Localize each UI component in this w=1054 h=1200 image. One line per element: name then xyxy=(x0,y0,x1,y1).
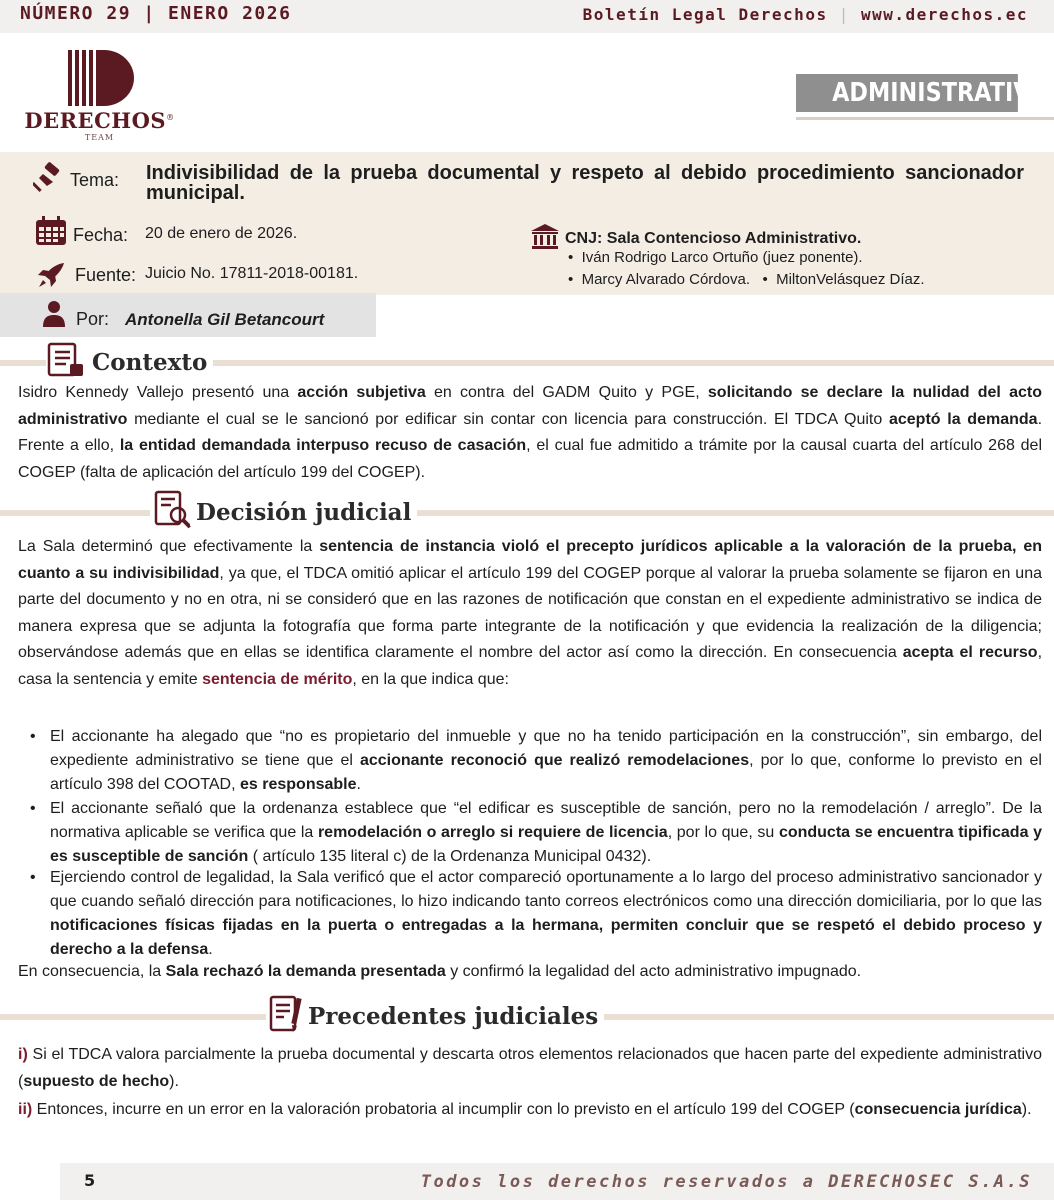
section-rule xyxy=(0,510,150,516)
date-label: Fecha: xyxy=(73,225,129,245)
decision-bullet: • El accionante señaló que la ordenanza establece que “el edificar es susceptible de sanción, pero no la remodelación / arreglo”. De la normativa aplicable se verifica que la remodelación o arreglo si requiere de licencia, por lo que, su conducta se encuentra tipificada y es susceptible de sanción ( artículo 135 literal c) de la Ordenanza Municipal 0432). xyxy=(28,797,1042,869)
topic-label: Tema: xyxy=(70,170,120,190)
page-number: 5 xyxy=(84,1171,96,1190)
section-rule xyxy=(566,1014,1054,1020)
source-value: Juicio No. 17811-2018-00181. xyxy=(145,265,359,282)
decision-conclusion: En consecuencia, la Sala rechazó la demanda presentada y confirmó la legalidad del acto administrativo impugnado. xyxy=(18,963,862,980)
document-icon xyxy=(46,342,86,378)
section-title-context: Contexto xyxy=(86,349,213,376)
decision-bullet: • El accionante ha alegado que “no es propietario del inmueble y que no ha tenido participación en la construcción”, sin embargo, del expediente administrativo se tiene que el accionante reconoció que realizó remodelaciones, por lo que, conforme lo previsto en el artículo 398 del COOTAD, es responsable. xyxy=(28,725,1042,797)
calendar-icon xyxy=(35,216,67,246)
author-name: Antonella Gil Betancourt xyxy=(125,310,325,329)
judge-item: • Iván Rodrigo Larco Ortuño (juez ponente). xyxy=(568,249,863,266)
court-name: CNJ: Sala Contencioso Administrativo. xyxy=(565,230,862,247)
judge-name: MiltonVelásquez Díaz. xyxy=(776,271,925,288)
magnifier-document-icon xyxy=(153,490,193,530)
courthouse-icon xyxy=(531,224,559,250)
source-label: Fuente: xyxy=(75,265,137,285)
publication-name: Boletín Legal Derechos xyxy=(582,5,828,24)
section-rule xyxy=(0,1014,266,1020)
author-label: Por: xyxy=(76,309,110,329)
section-title-decision: Decisión judicial xyxy=(190,499,417,526)
category-divider xyxy=(796,117,1054,120)
publication-header xyxy=(583,5,1028,24)
copyright-text: Todos los derechos reservados a DERECHOSEC S.A.S xyxy=(420,1172,1032,1192)
judge-name: Marcy Alvarado Córdova. xyxy=(581,271,750,288)
section-title-precedents: Precedentes judiciales xyxy=(302,1003,604,1030)
website-link[interactable]: www.derechos.ec xyxy=(861,5,1028,24)
judge-item: • Marcy Alvarado Córdova. • MiltonVelásquez Díaz. xyxy=(568,271,925,288)
precedent-item: i) Si el TDCA valora parcialmente la prueba documental y descarta otros elementos relacionados que hacen parte del expediente administrativo (supuesto de hecho). xyxy=(18,1046,1042,1090)
header-separator: | xyxy=(838,5,850,24)
context-paragraph: Isidro Kennedy Vallejo presentó una acción subjetiva en contra del GADM Quito y PGE, solicitando se declare la nulidad del acto administrativo mediante el cual se le sancionó por edificar sin contar con licencia para construcción. El TDCA Quito aceptó la demanda. Frente a ello, la entidad demandada interpuso recuso de casación, el cual fue admitido a trámite por la causal cuarta del artículo 268 del COGEP (falta de aplicación del artículo 199 del COGEP). xyxy=(18,384,1043,481)
logo-wordmark: DERECHOS® xyxy=(24,108,175,133)
decision-bullet: • Ejerciendo control de legalidad, la Sala verificó que el actor compareció oportunamente a lo largo del proceso administrativo sancionador y que cuando señaló dirección para notificaciones, lo hizo indicando tanto correos electrónicos como una dirección domiciliaria, por lo que las notificaciones físicas fijadas en la puerta o entregadas a la hermana, permiten concluir que se respetó el debido proceso y derecho a la defensa. xyxy=(28,866,1042,962)
logo-team: TEAM xyxy=(84,133,115,142)
derechos-logo xyxy=(22,46,177,146)
topic-text: Indivisibilidad de la prueba documental y respeto al debido procedimiento sancionador municipal. xyxy=(146,162,1024,204)
rocket-icon xyxy=(36,262,66,288)
section-rule xyxy=(388,510,1054,516)
issue-label: NÚMERO 29 | ENERO 2026 xyxy=(20,3,292,24)
pen-document-icon xyxy=(268,994,304,1034)
precedent-item: ii) Entonces, incurre en un error en la valoración probatoria al incumplir con lo previsto en el artículo 199 del COGEP (consecuencia jurídica). xyxy=(18,1101,1032,1118)
pushpin-icon xyxy=(33,162,63,192)
category-label: ADMINISTRATIVO xyxy=(796,74,1018,112)
decision-paragraph: La Sala determinó que efectivamente la sentencia de instancia violó el precepto jurídicos aplicable a la valoración de la prueba, en cuanto a su indivisibilidad, ya que, el TDCA omitió aplicar el artículo 199 del COGEP porque al valorar la prueba solamente se fijaron en una parte del documento y no en otra, ni se consideró que en las razones de notificación que constan en el expediente administrativo se indica de manera expresa que se adjunta la fotografía que forma parte integrante de la notificación y que evidencia la realización de la diligencia; observándose además que en ellas se identifica claramente el nombre del actor así como la dirección. En consecuencia acepta el recurso, casa la sentencia y emite sentencia de mérito, en la que indica que: xyxy=(18,538,1043,688)
author-icon xyxy=(42,300,66,328)
date-value: 20 de enero de 2026. xyxy=(145,225,298,242)
judge-name: Iván Rodrigo Larco Ortuño (juez ponente). xyxy=(581,249,863,266)
logo-d-icon xyxy=(22,46,177,108)
